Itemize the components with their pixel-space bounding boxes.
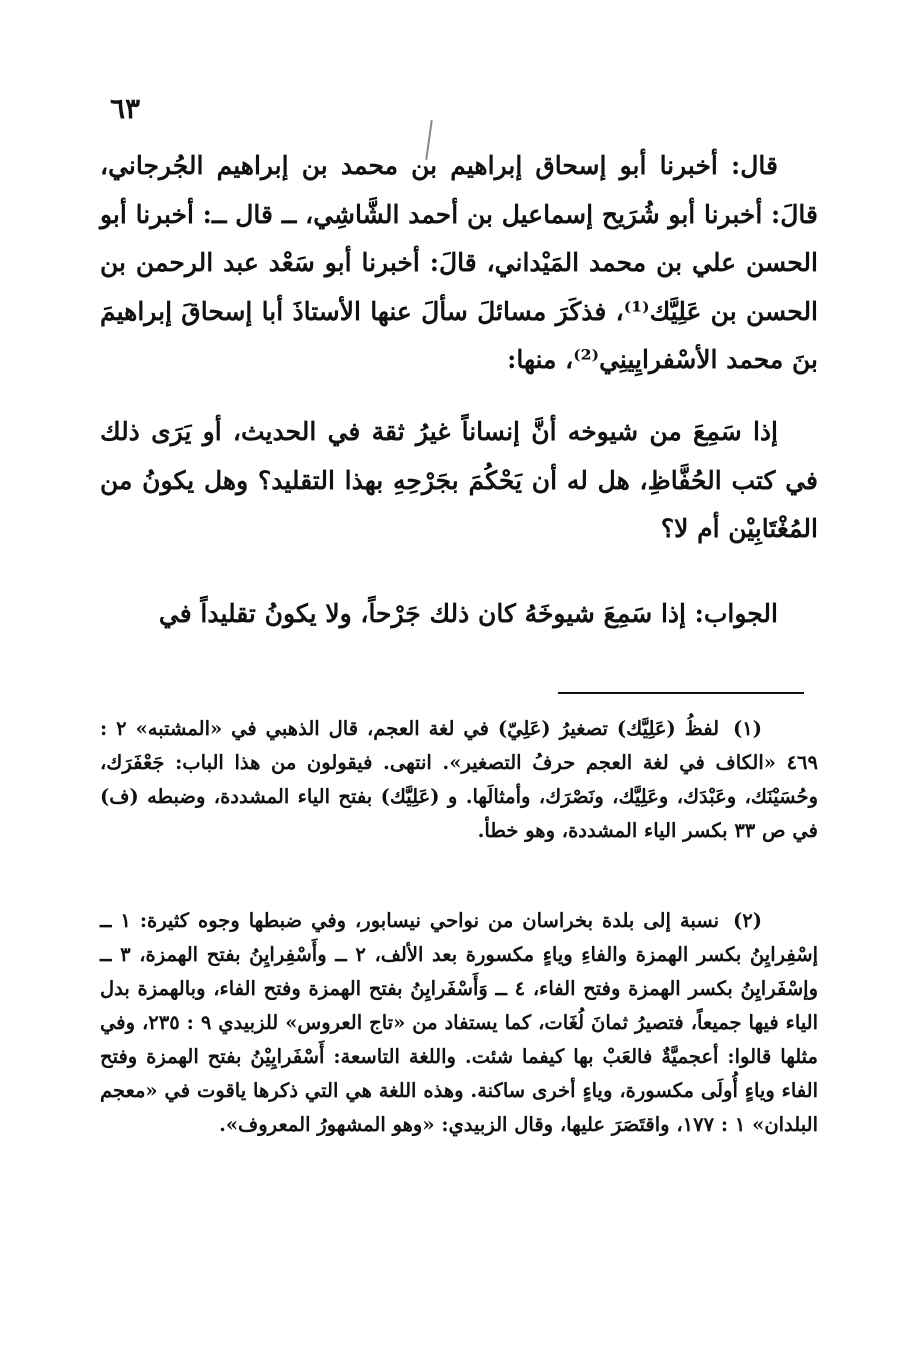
main-paragraph-3 [100,590,818,639]
footnote-2 [100,904,818,1142]
main-paragraph-1 [100,142,818,385]
page-number: ٦٣ [110,92,141,125]
footnote-number: (١) [733,717,762,740]
paragraph-text: إذا سَمِعَ من شيوخه أنَّ إنساناً غيرُ ثقة في الحديث، أو يَرَى ذلك في كتب الحُفَّاظِ، هل له أن يَحْكُمَ بجَرْحِهِ بهذا التقليد؟ وهل يكونُ من المُغْتَابِيْن أم لا؟ [100,417,818,543]
footnote-text: لفظُ (عَلِيَّك) تصغيرُ (عَلِيّ) في لغة العجم، قال الذهبي في «المشتبه» ٢ : ٤٦٩ «الكاف في لغة العجم حرفُ التصغير». انتهى. فيقولون من هذا الباب: جَعْفَرَك، وحُسَيْنَك، وعَبْدَك، وعَلِيَّك، ونَصْرَك، وأمثالَها. و (عَلِيَّك) بفتح الياء المشددة، وضبطه (ف) في ص ٣٣ بكسر الياء المشددة، وهو خطأ. [100,717,818,842]
paragraph-text: الجواب: إذا سَمِعَ شيوخَهُ كان ذلك جَرْحاً، ولا يكونُ تقليداً في [158,599,778,628]
footnote-1 [100,712,818,848]
footnote-number: (٢) [733,909,762,932]
footnote-body [100,712,818,848]
footnote-separator [558,692,804,694]
footnote-text: نسبة إلى بلدة بخراسان من نواحي نيسابور، وفي ضبطها وجوه كثيرة: ١ ــ إسْفِرايِنُ بكسر الهمزة والفاءِ وياءٍ مكسورة بعد الألف، ٢ ــ وأَسْفِرايِنُ بفتح الهمزة، ٣ ــ وإسْفَرايِنُ بكسر الهمزة وفتح الفاء، ٤ ــ وَأَسْفَرايِنُ بفتح الهمزة وفتح الفاء، وبالهمزة بدل الياء فيها جميعاً، فتصيرُ ثمانَ لُغَات، كما يستفاد من «تاج العروس» للزبيدي ٩ : ٢٣٥، وفي مثلها قالوا: أعجميَّةٌ فالعَبْ بها كيفما شئت. واللغة التاسعة: أَسْفَرايِيْنُ بفتح الهمزة وفتح الفاء وياءٍ أُولَى مكسورة، وياءٍ أخرى ساكنة. وهذه اللغة هي التي ذكرها ياقوت في «معجم البلدان» ١ : ١٧٧، واقتَصَرَ عليها، وقال الزبيدي: «وهو المشهورُ المعروف». [100,909,819,1136]
main-paragraph-2 [100,408,818,554]
footnote-body [100,904,818,1142]
paragraph-text: قال: أخبرنا أبو إسحاق إبراهيم بن محمد بن إبراهيم الجُرجاني، قالَ: أخبرنا أبو شُرَيح إسماعيل بن أحمد الشَّاشِي، ــ قال ــ: أخبرنا أبو الحسن علي بن محمد المَيْداني، قالَ: أخبرنا أبو سَعْد عبد الرحمن بن الحسن بن عَلِيَّك⁽¹⁾، فذكَرَ مسائلَ سألَ عنها الأستاذَ أبا إسحاقَ إبراهيمَ بنَ محمد الأسْفرايِينِي⁽²⁾، منها: [100,151,819,374]
